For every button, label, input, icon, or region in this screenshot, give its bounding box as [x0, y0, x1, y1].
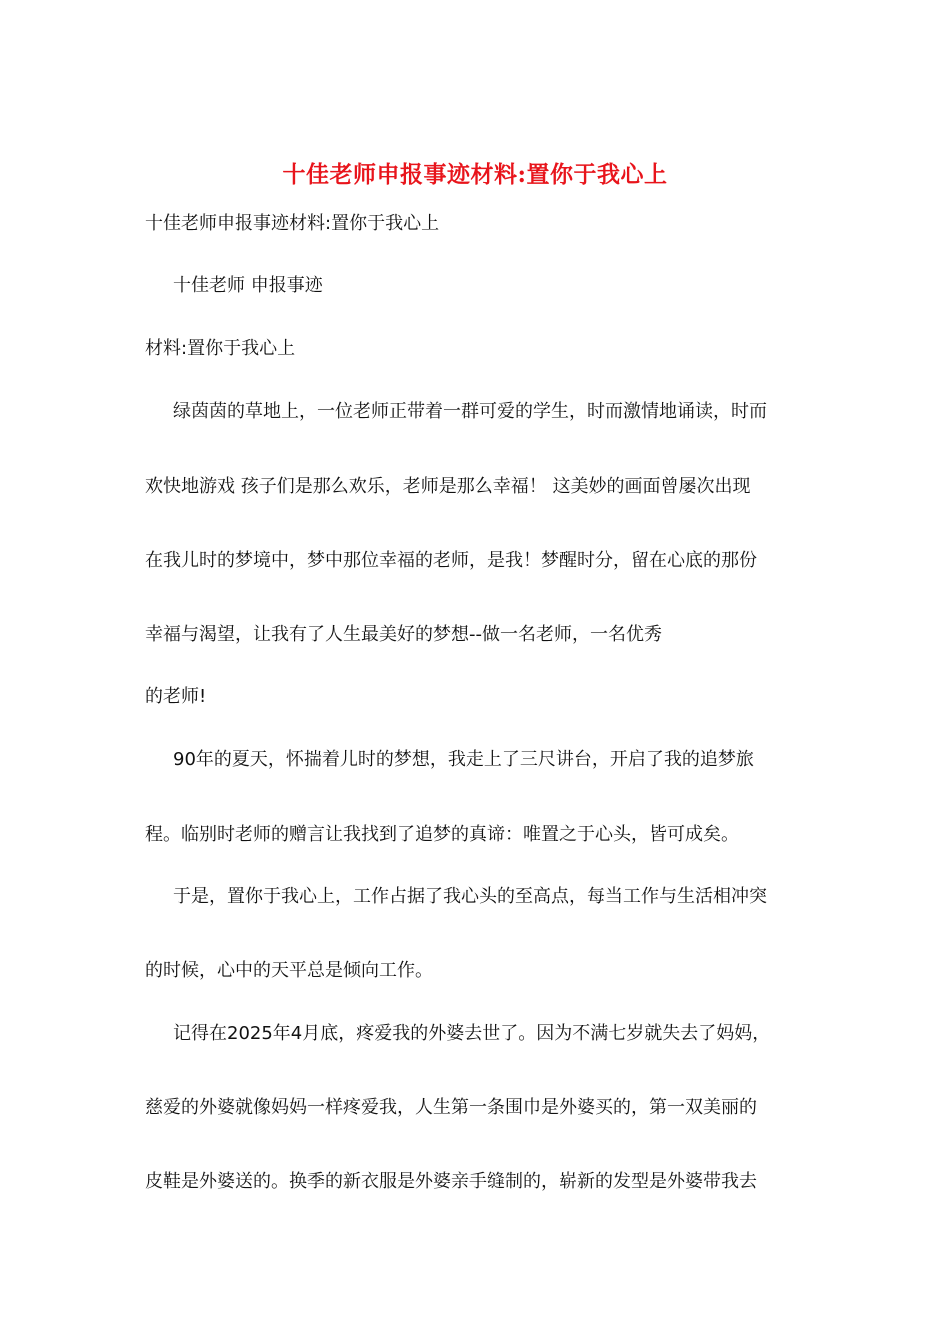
- paragraph-line: 于是，置你于我心上，工作占据了我心头的至高点，每当工作与生活相冲突: [173, 886, 767, 907]
- paragraph-line: 皮鞋是外婆送的。换季的新衣服是外婆亲手缝制的，崭新的发型是外婆带我去: [145, 1171, 757, 1192]
- heading-line: 材料:置你于我心上: [145, 338, 296, 359]
- paragraph-line: 在我儿时的梦境中，梦中那位幸福的老师，是我！梦醒时分，留在心底的那份: [145, 550, 757, 571]
- paragraph-line: 记得在2025年4月底，疼爱我的外婆去世了。因为不满七岁就失去了妈妈，: [173, 1023, 771, 1044]
- paragraph-line: 欢快地游戏 孩子们是那么欢乐，老师是那么幸福！ 这美妙的画面曾屡次出现: [145, 476, 751, 497]
- paragraph-line: 90年的夏天，怀揣着儿时的梦想，我走上了三尺讲台，开启了我的追梦旅: [173, 749, 754, 770]
- heading-line: 十佳老师 申报事迹: [173, 275, 323, 296]
- paragraph-line: 的时候，心中的天平总是倾向工作。: [145, 960, 433, 981]
- document-title: 十佳老师申报事迹材料:置你于我心上: [282, 161, 668, 188]
- subtitle-line: 十佳老师申报事迹材料:置你于我心上: [145, 213, 440, 234]
- paragraph-line: 绿茵茵的草地上，一位老师正带着一群可爱的学生，时而激情地诵读，时而: [173, 401, 767, 422]
- paragraph-line: 程。临别时老师的赠言让我找到了追梦的真谛：唯置之于心头，皆可成矣。: [145, 824, 739, 845]
- paragraph-line: 慈爱的外婆就像妈妈一样疼爱我，人生第一条围巾是外婆买的，第一双美丽的: [145, 1097, 757, 1118]
- paragraph-line: 的老师!: [145, 686, 207, 707]
- paragraph-line: 幸福与渴望，让我有了人生最美好的梦想--做一名老师，一名优秀: [145, 624, 662, 645]
